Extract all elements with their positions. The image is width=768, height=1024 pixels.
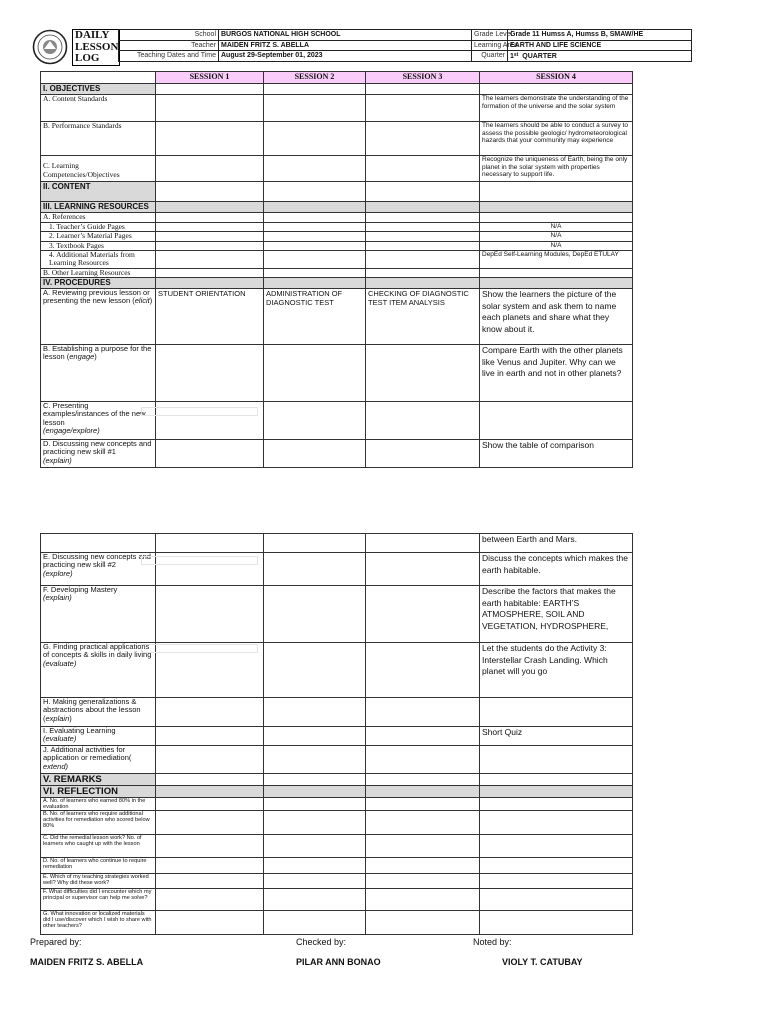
reflection-item-a: A. No. of learners who earned 80% in the evaluation bbox=[41, 798, 156, 811]
teachers-guide-s4: N/A bbox=[480, 223, 633, 232]
content-standards-label: A. Content Standards bbox=[41, 95, 156, 122]
dates-value: August 29-September 01, 2023 bbox=[219, 51, 472, 62]
school-value: BURGOS NATIONAL HIGH SCHOOL bbox=[219, 30, 472, 41]
quarter-value: 1st QUARTER bbox=[508, 51, 692, 62]
dates-label: Teaching Dates and Time bbox=[119, 51, 219, 62]
session-4-header: SESSION 4 bbox=[480, 72, 633, 84]
procedure-e-s4: Discuss the concepts which makes the earth habitable. bbox=[480, 553, 633, 586]
faint-textbox-outline bbox=[141, 644, 258, 653]
daily-lesson-log-title bbox=[72, 29, 120, 66]
textbook-pages-label: 3. Textbook Pages bbox=[41, 241, 156, 250]
teacher-value: MAIDEN FRITZ S. ABELLA bbox=[219, 40, 472, 51]
procedure-a-s3: CHECKING OF DIAGNOSTIC TEST ITEM ANALYSIS bbox=[366, 289, 480, 345]
additional-materials-label: 4. Additional Materials from Learning Resources bbox=[41, 250, 156, 268]
session-2-header: SESSION 2 bbox=[264, 72, 366, 84]
session-1-header: SESSION 1 bbox=[156, 72, 264, 84]
content-standards-s4: The learners demonstrate the understanding of the formation of the universe and the solar system bbox=[480, 95, 633, 122]
procedure-b-s4: Compare Earth with the other planets like Venus and Jupiter. Why can we live in earth and not in other planets? bbox=[480, 345, 633, 402]
title-line-lesson: LESSON bbox=[75, 40, 119, 53]
learners-material-s4: N/A bbox=[480, 232, 633, 241]
remarks-heading: V. REMARKS bbox=[41, 774, 156, 786]
checked-by-label: Checked by: bbox=[296, 937, 347, 947]
procedure-b-label: B. Establishing a purpose for the lesson (engage) bbox=[41, 345, 156, 402]
performance-standards-s4: The learners should be able to conduct a survey to assess the possible geologic/ hydrometeorological hazards that your community may experience bbox=[480, 122, 633, 156]
lesson-log-table-page-1 bbox=[40, 71, 633, 468]
reflection-item-b: B. No. of learners who require additional activities for remediation who scored below 80% bbox=[41, 811, 156, 835]
procedures-heading: IV. PROCEDURES bbox=[41, 278, 156, 289]
content-heading: II. CONTENT bbox=[41, 182, 156, 202]
procedure-d-s4-continued: between Earth and Mars. bbox=[480, 534, 633, 553]
noted-by-name: VIOLY T. CATUBAY bbox=[502, 957, 583, 967]
title-line-log: LOG bbox=[75, 52, 100, 65]
objectives-heading: I. OBJECTIVES bbox=[41, 84, 156, 95]
procedure-f-label: F. Developing Mastery (explain) bbox=[41, 586, 156, 643]
reflection-item-g: G. What innovation or localized materials did I use/discover which I wish to share with other teachers? bbox=[41, 911, 156, 935]
procedure-f-s4: Describe the factors that makes the earth habitable: EARTH’S ATMOSPHERE, SOIL AND VEGETATION, HYDROSPHERE, bbox=[480, 586, 633, 643]
procedure-i-label: I. Evaluating Learning (evaluate) bbox=[41, 727, 156, 746]
competencies-label: C. Learning Competencies/Objectives bbox=[41, 156, 156, 182]
procedure-a-s2: ADMINISTRATION OF DIAGNOSTIC TEST bbox=[264, 289, 366, 345]
procedure-c-label: C. Presenting examples/instances of the new lesson (engage/explore) bbox=[41, 402, 156, 440]
procedure-g-s4: Let the students do the Activity 3: Interstellar Crash Landing. Which planet will you go bbox=[480, 643, 633, 698]
reflection-item-d: D. No. of learners who continue to require remediation bbox=[41, 858, 156, 874]
session-header-blank bbox=[41, 72, 156, 84]
grade-level-value: Grade 11 Humss A, Humss B, SMAW/HE bbox=[508, 30, 692, 41]
session-3-header: SESSION 3 bbox=[366, 72, 480, 84]
header-info-table bbox=[118, 29, 692, 62]
performance-standards-label: B. Performance Standards bbox=[41, 122, 156, 156]
competencies-s4: Recognize the uniqueness of Earth, being the only planet in the solar system with properties necessary to support life. bbox=[480, 156, 633, 182]
lesson-log-table-page-2 bbox=[40, 533, 633, 935]
quarter-label: Quarter bbox=[472, 51, 508, 62]
procedure-j-label: J. Additional activities for application or remediation( extend) bbox=[41, 746, 156, 774]
reflection-item-f: F. What difficulties did I encounter which my principal or supervisor can help me solve? bbox=[41, 889, 156, 911]
learners-material-label: 2. Learner’s Material Pages bbox=[41, 232, 156, 241]
learning-area-label: Learning Area bbox=[472, 40, 508, 51]
procedure-a-s4: Show the learners the picture of the solar system and ask them to name each planets and share what they know about it. bbox=[480, 289, 633, 345]
title-line-daily: DAILY bbox=[75, 29, 110, 41]
other-resources-label: B. Other Learning Resources bbox=[41, 268, 156, 277]
school-seal-logo bbox=[30, 29, 70, 65]
prepared-by-label: Prepared by: bbox=[30, 937, 82, 947]
faint-textbox-outline bbox=[141, 407, 258, 416]
procedure-d-label: D. Discussing new concepts and practicing new skill #1 (explain) bbox=[41, 440, 156, 468]
textbook-pages-s4: N/A bbox=[480, 241, 633, 250]
checked-by-name: PILAR ANN BONAO bbox=[296, 957, 381, 967]
procedure-a-s1: STUDENT ORIENTATION bbox=[156, 289, 264, 345]
procedure-e-label: E. Discussing new concepts and practicing new skill #2 (explore) bbox=[41, 553, 156, 586]
school-label: School bbox=[119, 30, 219, 41]
additional-materials-s4: DepEd Self-Learning Modules, DepEd ETULAY bbox=[480, 250, 633, 268]
procedure-i-s4: Short Quiz bbox=[480, 727, 633, 746]
learning-area-value: EARTH AND LIFE SCIENCE bbox=[508, 40, 692, 51]
teachers-guide-label: 1. Teacher’s Guide Pages bbox=[41, 223, 156, 232]
reflection-item-e: E. Which of my teaching strategies worked well? Why did these work? bbox=[41, 874, 156, 889]
references-label: A. References bbox=[41, 213, 156, 223]
reflection-heading: VI. REFLECTION bbox=[41, 786, 156, 798]
procedure-d-s4: Show the table of comparison bbox=[480, 440, 633, 468]
procedure-h-label: H. Making generalizations & abstractions about the lesson (explain) bbox=[41, 698, 156, 727]
teacher-label: Teacher bbox=[119, 40, 219, 51]
grade-level-label: Grade Level bbox=[472, 30, 508, 41]
noted-by-label: Noted by: bbox=[473, 937, 512, 947]
procedure-g-label: G. Finding practical applications of concepts & skills in daily living (evaluate) bbox=[41, 643, 156, 698]
faint-textbox-outline bbox=[141, 556, 258, 565]
reflection-item-c: C. Did the remedial lesson work? No. of learners who caught up with the lesson bbox=[41, 835, 156, 858]
procedure-a-label: A. Reviewing previous lesson or presenting the new lesson (elicit) bbox=[41, 289, 156, 345]
learning-resources-heading: III. LEARNING RESOURCES bbox=[41, 202, 156, 213]
prepared-by-name: MAIDEN FRITZ S. ABELLA bbox=[30, 957, 144, 967]
